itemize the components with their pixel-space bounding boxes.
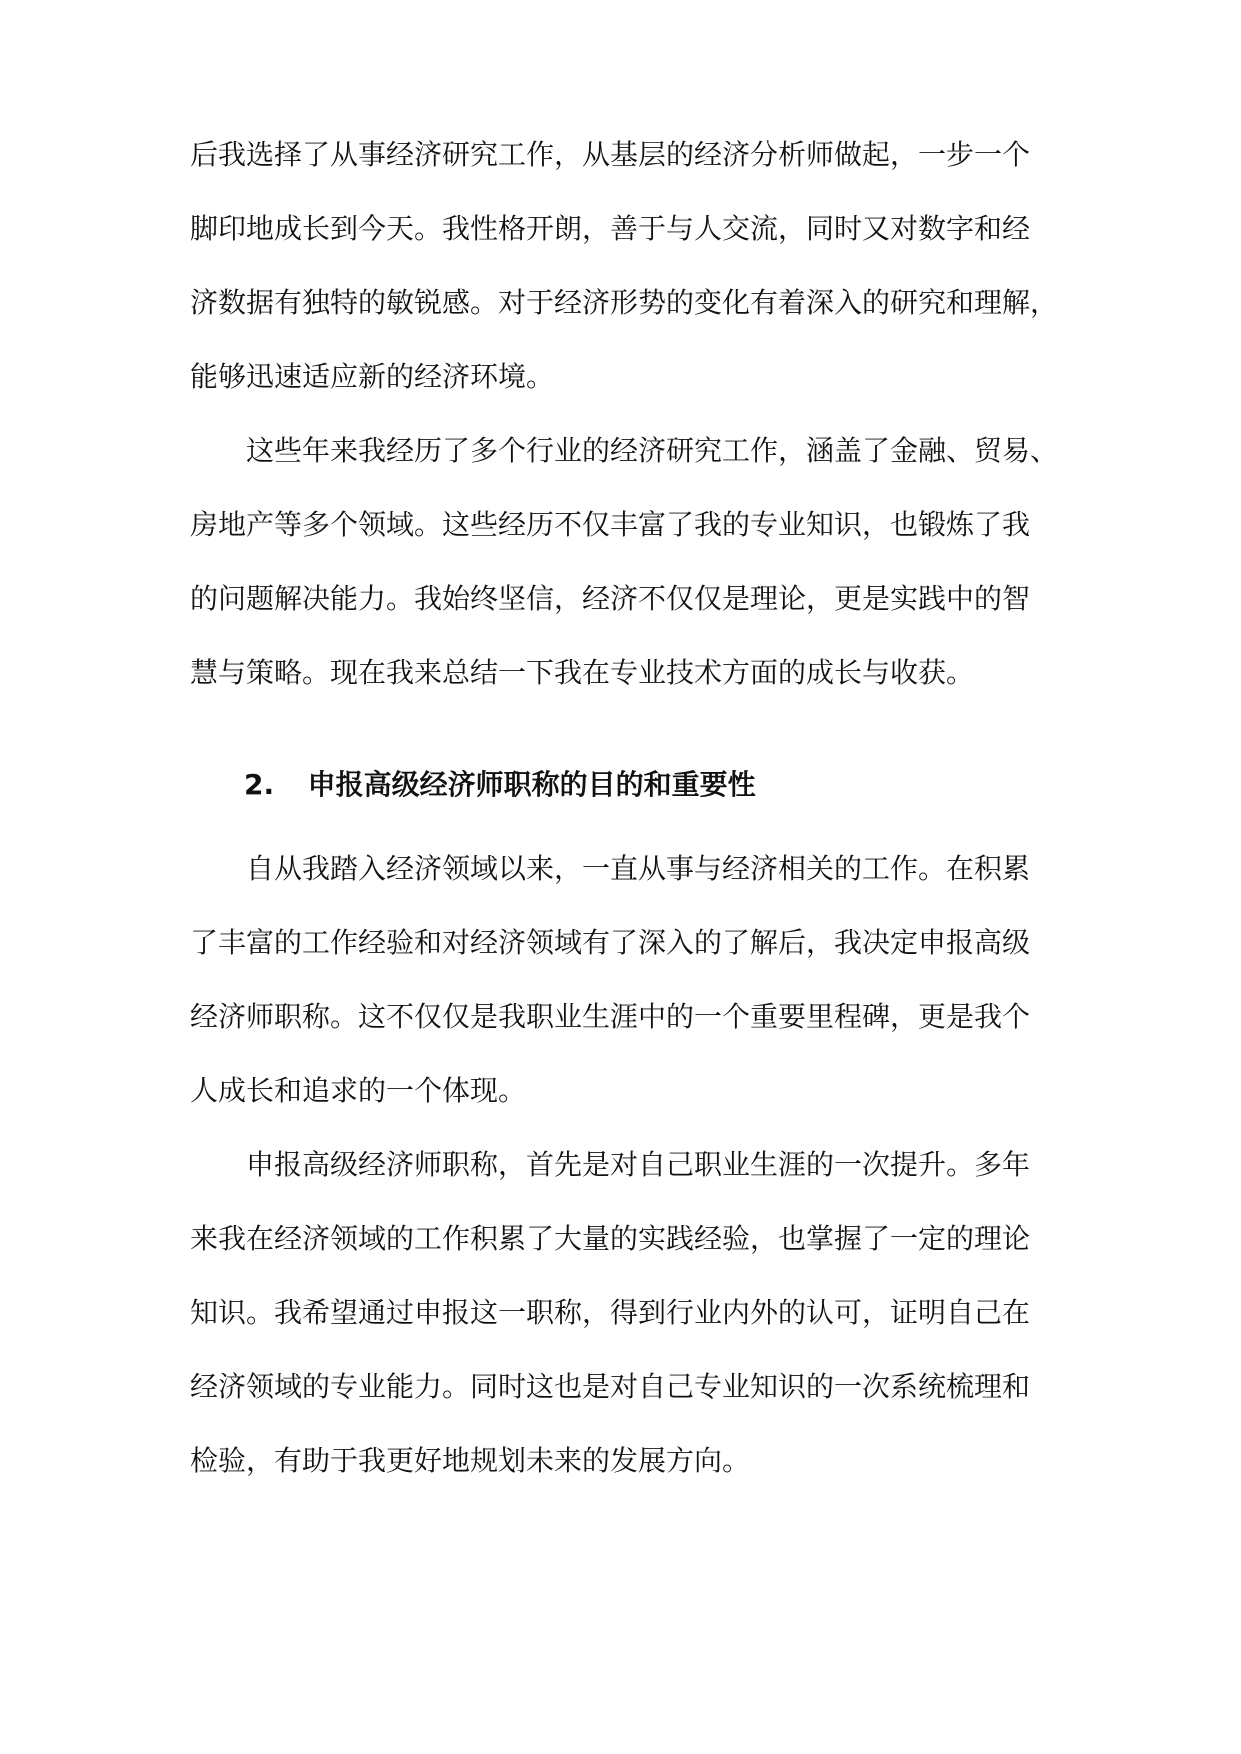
paragraph-1-line-3: 济数据有独特的敏锐感。对于经济形势的变化有着深入的研究和理解， bbox=[190, 286, 1059, 319]
section-paragraph-1-line-1: 自从我踏入经济领域以来，一直从事与经济相关的工作。在积累 bbox=[246, 852, 1031, 885]
section-paragraph-1-line-4: 人成长和追求的一个体现。 bbox=[190, 1074, 527, 1107]
paragraph-2-line-2: 房地产等多个领域。这些经历不仅丰富了我的专业知识，也锻炼了我 bbox=[190, 508, 1031, 541]
section-paragraph-2-line-1: 申报高级经济师职称，首先是对自己职业生涯的一次提升。多年 bbox=[246, 1148, 1031, 1181]
section-title: 申报高级经济师职称的目的和重要性 bbox=[307, 768, 756, 801]
paragraph-2-line-1: 这些年来我经历了多个行业的经济研究工作，涵盖了金融、贸易、 bbox=[246, 434, 1059, 467]
section-paragraph-2-line-5: 检验，有助于我更好地规划未来的发展方向。 bbox=[190, 1444, 751, 1477]
section-paragraph-1-line-3: 经济师职称。这不仅仅是我职业生涯中的一个重要里程碑，更是我个 bbox=[190, 1000, 1031, 1033]
section-paragraph-1-line-2: 了丰富的工作经验和对经济领域有了深入的了解后，我决定申报高级 bbox=[190, 926, 1031, 959]
paragraph-1-line-1: 后我选择了从事经济研究工作，从基层的经济分析师做起，一步一个 bbox=[190, 138, 1031, 171]
paragraph-2-line-4: 慧与策略。现在我来总结一下我在专业技术方面的成长与收获。 bbox=[190, 656, 975, 689]
paragraph-1-line-2: 脚印地成长到今天。我性格开朗，善于与人交流，同时又对数字和经 bbox=[190, 212, 1031, 245]
paragraph-1-line-4: 能够迅速适应新的经济环境。 bbox=[190, 360, 555, 393]
section-paragraph-2-line-2: 来我在经济领域的工作积累了大量的实践经验，也掌握了一定的理论 bbox=[190, 1222, 1031, 1255]
section-paragraph-2-line-4: 经济领域的专业能力。同时这也是对自己专业知识的一次系统梳理和 bbox=[190, 1370, 1031, 1403]
section-number: 2. bbox=[244, 768, 275, 801]
section-paragraph-2-line-3: 知识。我希望通过申报这一职称，得到行业内外的认可，证明自己在 bbox=[190, 1296, 1031, 1329]
paragraph-2-line-3: 的问题解决能力。我始终坚信，经济不仅仅是理论，更是实践中的智 bbox=[190, 582, 1031, 615]
section-heading bbox=[244, 767, 756, 803]
